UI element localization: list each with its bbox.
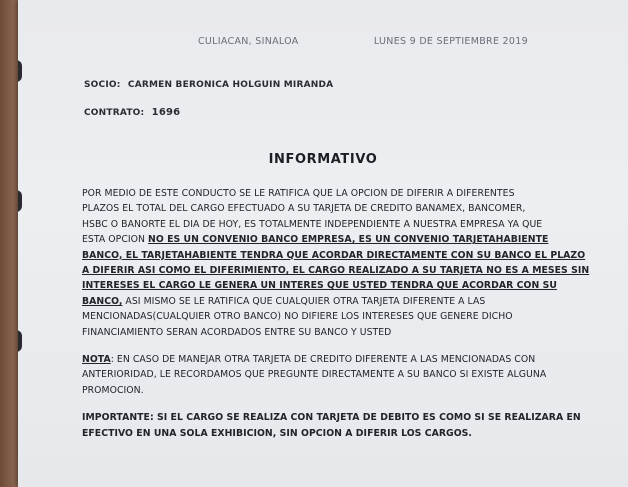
emphasized-text: BANCO,: [82, 295, 123, 307]
header-city: CULIACAN, SINALOA: [198, 36, 299, 47]
emphasized-text: A DIFERIR ASI COMO EL DIFERIMIENTO, EL CARGO REALIZADO A SU TARJETA NO ES A MESES SIN: [82, 265, 590, 277]
binder-hole: [18, 330, 22, 352]
contrato-label: CONTRATO:: [84, 108, 145, 118]
paragraph-text: FINANCIAMIENTO SERAN ACORDADOS ENTRE SU BANCO Y USTED: [82, 326, 392, 338]
socio-label: SOCIO:: [84, 80, 121, 90]
socio-field: [84, 80, 333, 90]
importante-line: IMPORTANTE: SI EL CARGO SE REALIZA CON TARJETA DE DEBITO ES COMO SI SE REALIZARA EN: [82, 412, 581, 423]
paragraph-line: [82, 232, 602, 247]
paragraph-line: [82, 248, 602, 263]
paragraph-line: [82, 201, 602, 216]
importante-paragraph: [82, 410, 602, 442]
binder-hole: [18, 60, 22, 82]
paragraph-line: [82, 325, 602, 340]
nota-line: PROMOCION.: [82, 384, 144, 396]
nota-line: NOTA: EN CASO DE MANEJAR OTRA TARJETA DE CREDITO DIFERENTE A LAS MENCIONADAS CON: [82, 354, 536, 365]
paragraph-line: [82, 186, 602, 201]
nota-label: NOTA: [82, 354, 111, 365]
document-page: [18, 0, 628, 487]
contrato-field: [84, 107, 180, 118]
contrato-value: 1696: [151, 107, 181, 118]
informative-paragraph: [82, 186, 602, 340]
socio-value: CARMEN BERONICA HOLGUIN MIRANDA: [127, 80, 334, 90]
paragraph-text: POR MEDIO DE ESTE CONDUCTO SE LE RATIFICA QUE LA OPCION DE DIFERIR A DIFERENTES: [82, 188, 515, 199]
paragraph-line: [82, 278, 602, 293]
paragraph-line: [82, 309, 602, 324]
paragraph-line: [82, 263, 602, 278]
paragraph-line: [82, 294, 602, 309]
emphasized-text: NO ES UN CONVENIO BANCO EMPRESA, ES UN CONVENIO TARJETAHABIENTE: [148, 234, 549, 246]
nota-line: ANTERIORIDAD, LE RECORDAMOS QUE PREGUNTE DIRECTAMENTE A SU BANCO SI EXISTE ALGUNA: [82, 369, 547, 381]
nota-paragraph: [82, 352, 602, 398]
paragraph-text: HSBC O BANORTE EL DIA DE HOY, ES TOTALMENTE INDEPENDIENTE A NUESTRA EMPRESA YA QUE: [82, 218, 543, 230]
paragraph-text: MENCIONADAS(CUALQUIER OTRO BANCO) NO DIFIERE LOS INTERESES QUE GENERE DICHO: [82, 311, 513, 323]
header-date: LUNES 9 DE SEPTIEMBRE 2019: [373, 36, 528, 47]
importante-line: EFECTIVO EN UNA SOLA EXHIBICION, SIN OPCION A DIFERIR LOS CARGOS.: [82, 428, 473, 439]
paragraph-text: ASI MISMO SE LE RATIFICA QUE CUALQUIER OTRA TARJETA DIFERENTE A LAS: [122, 295, 486, 307]
document-header: [198, 36, 528, 47]
emphasized-text: INTERESES EL CARGO LE GENERA UN INTERES QUE USTED TENDRA QUE ACORDAR CON SU: [82, 280, 557, 292]
paragraph-text: PLAZOS EL TOTAL DEL CARGO EFECTUADO A SU TARJETA DE CREDITO BANAMEX, BANCOMER,: [82, 203, 526, 215]
paragraph-line: [82, 217, 602, 232]
binder-hole: [18, 190, 22, 212]
document-title: INFORMATIVO: [268, 152, 378, 167]
emphasized-text: BANCO, EL TARJETAHABIENTE TENDRA QUE ACORDAR DIRECTAMENTE CON SU BANCO EL PLAZO: [82, 249, 586, 261]
paragraph-text: ESTA OPCION: [82, 234, 149, 246]
